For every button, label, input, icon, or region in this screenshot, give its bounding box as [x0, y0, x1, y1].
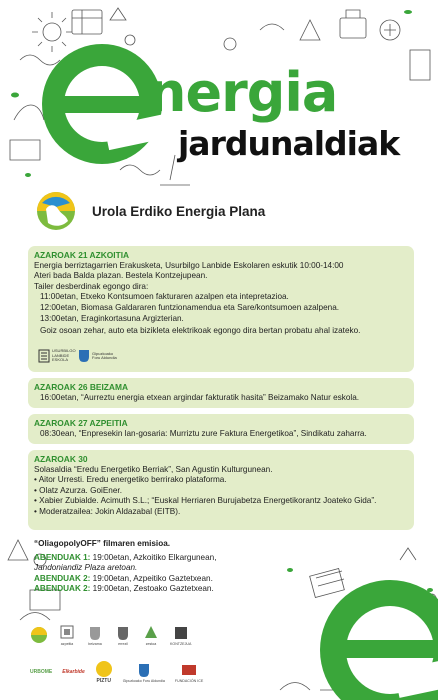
- event-block-azkoitia: [34, 250, 360, 337]
- sponsor-logo: zestoa: [142, 624, 160, 646]
- workshop-item: 13:00etan, Eraginkortasuna Argizterian.: [40, 313, 184, 323]
- energia-e-logo-bottom: [300, 560, 438, 700]
- event-heading: AZAROAK 30: [34, 454, 88, 464]
- event-line: Energia berriztagarrien Erakusketa, Usurbilgo Lanbide Eskolaren eskutik 10:00-14:00: [34, 260, 344, 270]
- sponsor-piztu-icon: [95, 660, 113, 678]
- sponsor-row-bottom: [30, 660, 203, 684]
- event-block-beizama: [34, 382, 359, 403]
- sponsor-kontzejua-icon: [172, 624, 190, 642]
- event-block-azpeitia: [34, 418, 367, 439]
- sponsor-ice-icon: [180, 661, 198, 679]
- sponsor-errezil-icon: [114, 624, 132, 642]
- sponsor-beizama-icon: [86, 624, 104, 642]
- sponsor-logo: URBOME: [30, 669, 53, 675]
- plan-globe-logo: [36, 191, 76, 231]
- energia-e-logo: [38, 40, 166, 168]
- gipuzkoa-logo-text: Gipuzkoako Foru Aldundia: [92, 350, 117, 360]
- sponsor-logo: PIZTU: [95, 660, 113, 684]
- event-line: 16:00etan, “Aurreztu energia etxean argindar fakturatik hasita” Beizamako Natur eskola.: [40, 392, 360, 402]
- event-heading: AZAROAK 26 BEIZAMA: [34, 382, 128, 392]
- film-row: Jandoniandiz Plaza aretoan.: [34, 563, 138, 573]
- speaker-item: • Olatz Azurza. GoiEner.: [34, 485, 122, 495]
- speaker-item: • Xabier Zubialde. Acimuth S.L.; “Euskal Herriaren Burujabetza Energetikorantz Joateko Gida”.: [34, 496, 377, 506]
- sponsor-logo: azpeitia: [58, 624, 76, 646]
- speaker-item: • Aitor Urresti. Eredu energetiko berrirako plataforma.: [34, 475, 227, 485]
- plan-title: Urola Erdiko Energia Plana: [92, 204, 266, 219]
- logo-usurbil: [38, 348, 80, 364]
- event-heading: AZAROAK 27 AZPEITIA: [34, 418, 128, 428]
- workshop-item: 12:00etan, Biomasa Galdararen funtzionamendua eta Sare/kontsumoen azalpena.: [40, 302, 340, 312]
- usurbil-logo-icon: [38, 349, 50, 363]
- film-row: ABENDUAK 2: 19:00etan, Zestoako Gaztetxean.: [34, 584, 214, 594]
- event-closing: Goiz osoan zehar, auto eta bizikleta elektrikoak egongo dira bertan probatu ahal izateko.: [40, 326, 361, 336]
- sponsor-logo: errezil: [114, 624, 132, 646]
- event-block-azaroak-30: [34, 454, 376, 518]
- event-block-film: [34, 539, 217, 595]
- sponsor-row-top: [30, 624, 191, 646]
- event-line: 08:30ean, “Enpresekin lan-gosaria: Murriztu zure Faktura Energetikoa”, Sindikatu zaharra.: [40, 428, 367, 438]
- speaker-item: • Moderatzailea: Jokin Aldazabal (EITB).: [34, 506, 181, 516]
- title-jardunaldiak: jardunaldiak: [178, 124, 400, 163]
- gipuzkoa-shield-icon: [78, 349, 90, 363]
- sponsor-zestoa-icon: [142, 624, 160, 642]
- event-heading: AZAROAK 21 AZKOITIA: [34, 250, 130, 260]
- sponsor-logo: Gipuzkoako Foru Aldundia: [123, 661, 165, 683]
- sponsor-logo: FUNDACIÓN ICE: [175, 661, 203, 683]
- sponsor-logo: [30, 626, 48, 644]
- event-line: Ateri bada Balda plazan. Bestela Kontzejupean.: [34, 271, 208, 281]
- film-heading: “OliagopolyOFF” filmaren emisioa.: [34, 539, 171, 548]
- film-row: ABENDUAK 2: 19:00etan, Azpeitiko Gaztetxean.: [34, 573, 213, 583]
- sponsor-logo: Elkarbide: [62, 669, 85, 675]
- usurbil-logo-text: USURBILGO LANBIDE ESKOLA: [52, 348, 76, 363]
- event-line: Tailer desberdinak egongo dira:: [34, 281, 149, 291]
- sponsor-plan-icon: [30, 626, 48, 644]
- event-line: Solasaldia “Eredu Energetiko Berriak”, San Agustin Kulturgunean.: [34, 464, 273, 474]
- workshop-item: 11:00etan, Etxeko Kontsumoen fakturaren azalpen eta intepretazioa.: [40, 292, 289, 302]
- sponsor-logo: KONTZEJUA: [170, 624, 191, 646]
- logo-gipuzkoa: [78, 348, 118, 364]
- sponsor-gipuzkoa-icon: [135, 661, 153, 679]
- sponsor-azpeitia-icon: [58, 624, 76, 642]
- title-energia: nergia: [148, 61, 338, 124]
- sponsor-logo: beizama: [86, 624, 104, 646]
- film-row: ABENDUAK 1: 19:00etan, Azkoitiko Elkargunean,: [34, 552, 217, 562]
